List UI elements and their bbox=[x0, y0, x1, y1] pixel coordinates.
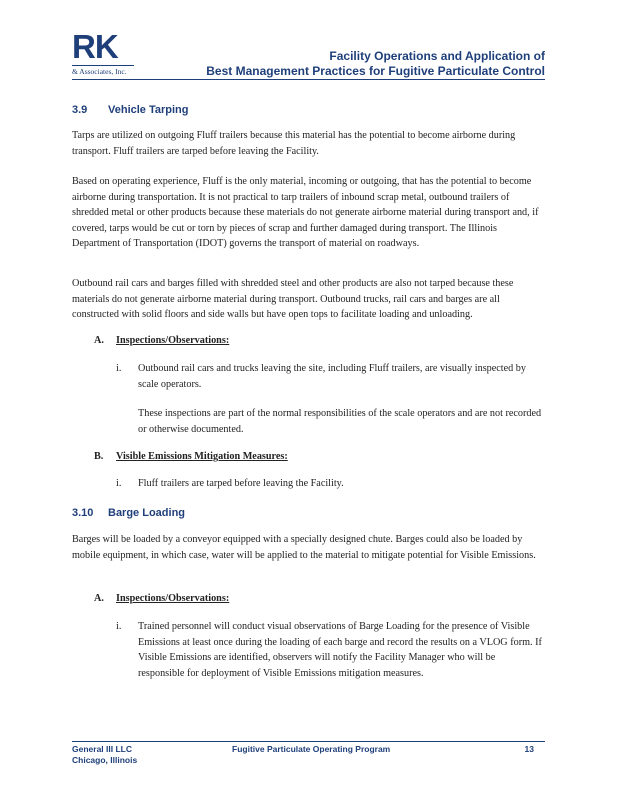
document-title-line-1: Facility Operations and Application of bbox=[329, 49, 545, 63]
section-number: 3.10 bbox=[72, 507, 94, 519]
paragraph: Outbound rail cars and barges filled with shredded steel and other products are also not tarped because these materials do not generate airborne material during transport. Outbound trucks, rail cars and barges are all constructed with solid floors and side walls but have open tops to facilitate loading and unloading. bbox=[72, 278, 514, 320]
subsection-title: Visible Emissions Mitigation Measures: bbox=[116, 451, 288, 462]
list-item-text: Fluff trailers are tarped before leaving the Facility. bbox=[138, 478, 344, 489]
logo-mark: RK bbox=[72, 28, 118, 65]
paragraph: Tarps are utilized on outgoing Fluff trailers because this material has the potential to become airborne during transport. Fluff trailers are tarped before leaving the Facility. bbox=[72, 130, 516, 157]
section-heading-3-10 bbox=[72, 507, 185, 519]
subsection-heading-a bbox=[94, 335, 229, 346]
subsection-letter: A. bbox=[94, 593, 104, 604]
document-title-line-2: Best Management Practices for Fugitive Particulate Control bbox=[206, 64, 545, 78]
section-number: 3.9 bbox=[72, 104, 88, 116]
footer-company-block bbox=[72, 744, 137, 766]
subsection-title: Inspections/Observations: bbox=[116, 593, 230, 604]
subsection-letter: B. bbox=[94, 451, 104, 462]
footer-program: Fugitive Particulate Operating Program bbox=[232, 744, 391, 754]
subsection-letter: A. bbox=[94, 335, 104, 346]
list-item-text: Outbound rail cars and trucks leaving the site, including Fluff trailers, are visually inspected by scale operators. bbox=[138, 363, 526, 390]
logo-subtitle: & Associates, Inc. bbox=[72, 65, 134, 76]
section-title: Barge Loading bbox=[108, 507, 186, 519]
paragraph: Barges will be loaded by a conveyor equipped with a specially designed chute. Barges could also be loaded by mobile equipment, in which case, water will be applied to the material to mitigate potential for Visible Emissions. bbox=[72, 534, 536, 561]
list-item-number: i. bbox=[116, 621, 122, 632]
header-divider bbox=[72, 79, 545, 80]
footer-location: Chicago, Illinois bbox=[72, 755, 138, 765]
paragraph: Based on operating experience, Fluff is the only material, incoming or outgoing, that has the potential to become airborne during transportation. It is not practical to tarp trailers of inbound scrap metal, outbound trailers of shredded metal or other products because these materials do not generate airborne material during transport and, if covered, tarps would be cut or torn by pieces of scrap and further damaged during transport. The Illinois Department of Transportation (IDOT) governs the transport of material on roadways. bbox=[72, 176, 539, 249]
list-item bbox=[116, 361, 544, 392]
section-title: Vehicle Tarping bbox=[108, 104, 189, 116]
list-item bbox=[116, 476, 544, 492]
footer-company: General III LLC bbox=[72, 744, 132, 754]
footer-divider bbox=[72, 741, 545, 742]
list-item bbox=[116, 619, 544, 681]
subsection-heading-a bbox=[94, 593, 229, 604]
subsection-heading-b bbox=[94, 451, 288, 462]
document-title bbox=[206, 49, 545, 79]
list-item-text: Trained personnel will conduct visual observations of Barge Loading for the presence of Visible Emissions at least once during the loading of each barge and record the results on a VLOG form. If Visible Emissions are identified, observers will notify the Facility Manager who will be responsible for deployment of Visible Emissions mitigation measures. bbox=[138, 621, 542, 679]
company-logo bbox=[72, 30, 142, 76]
list-item-number: i. bbox=[116, 478, 122, 489]
page-number: 13 bbox=[524, 744, 534, 754]
section-heading-3-9 bbox=[72, 104, 189, 116]
list-item-number: i. bbox=[116, 363, 122, 374]
list-item-note: These inspections are part of the normal responsibilities of the scale operators and are not recorded or otherwise documented. bbox=[138, 408, 542, 435]
subsection-title: Inspections/Observations: bbox=[116, 335, 230, 346]
